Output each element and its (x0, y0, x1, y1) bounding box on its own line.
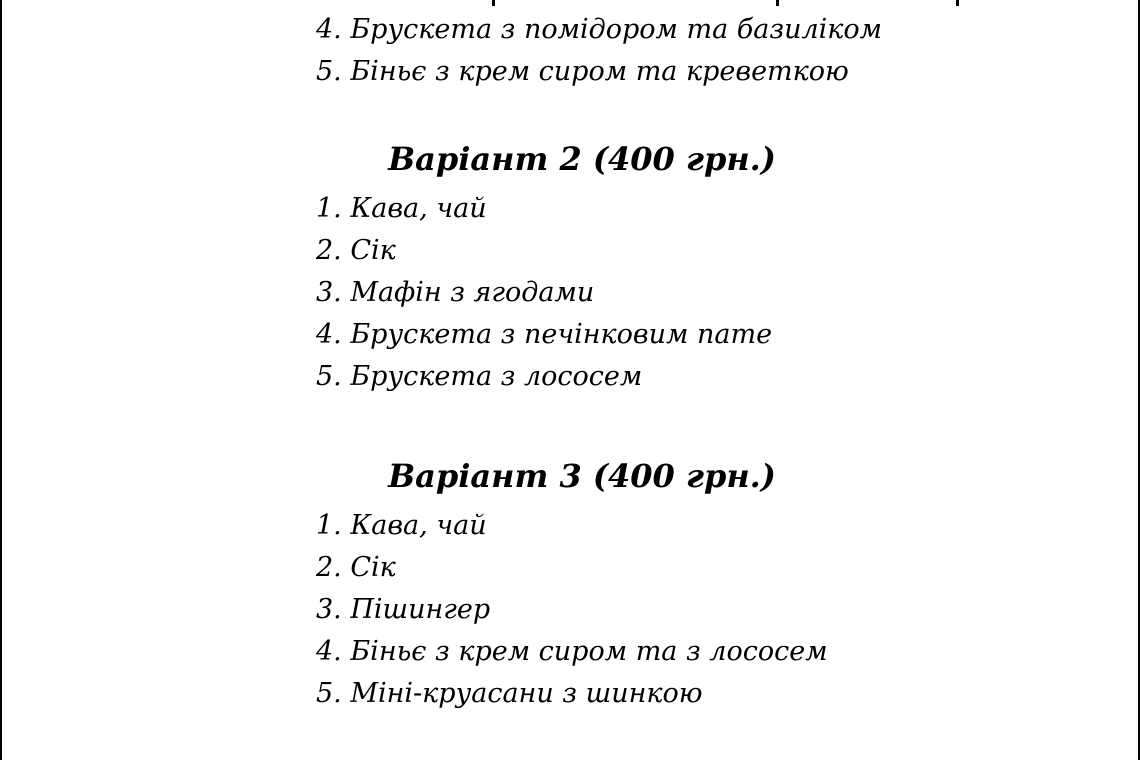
variant-3-item-2: 2. Сік (316, 552, 396, 583)
variant-2-item-5: 5. Брускета з лососем (316, 361, 643, 392)
variant-3-title: Варіант 3 (400 грн.) (388, 457, 776, 495)
variant-1-item-4: 4. Брускета з помідором та базиліком (316, 14, 883, 45)
variant-3-item-3: 3. Пішингер (316, 594, 491, 625)
variant-2-item-3: 3. Мафін з ягодами (316, 277, 595, 308)
clipped-top-line-marks (316, 0, 966, 8)
variant-3-item-5: 5. Міні-круасани з шинкою (316, 678, 703, 709)
variant-2-item-4: 4. Брускета з печінковим пате (316, 319, 773, 350)
variant-2-item-2: 2. Сік (316, 235, 396, 266)
variant-3-item-1: 1. Кава, чай (316, 510, 487, 541)
variant-1-item-5: 5. Біньє з крем сиром та креветкою (316, 56, 849, 87)
variant-3-item-4: 4. Біньє з крем сиром та з лососем (316, 636, 828, 667)
variant-2-item-1: 1. Кава, чай (316, 193, 487, 224)
variant-2-title: Варіант 2 (400 грн.) (388, 140, 776, 178)
